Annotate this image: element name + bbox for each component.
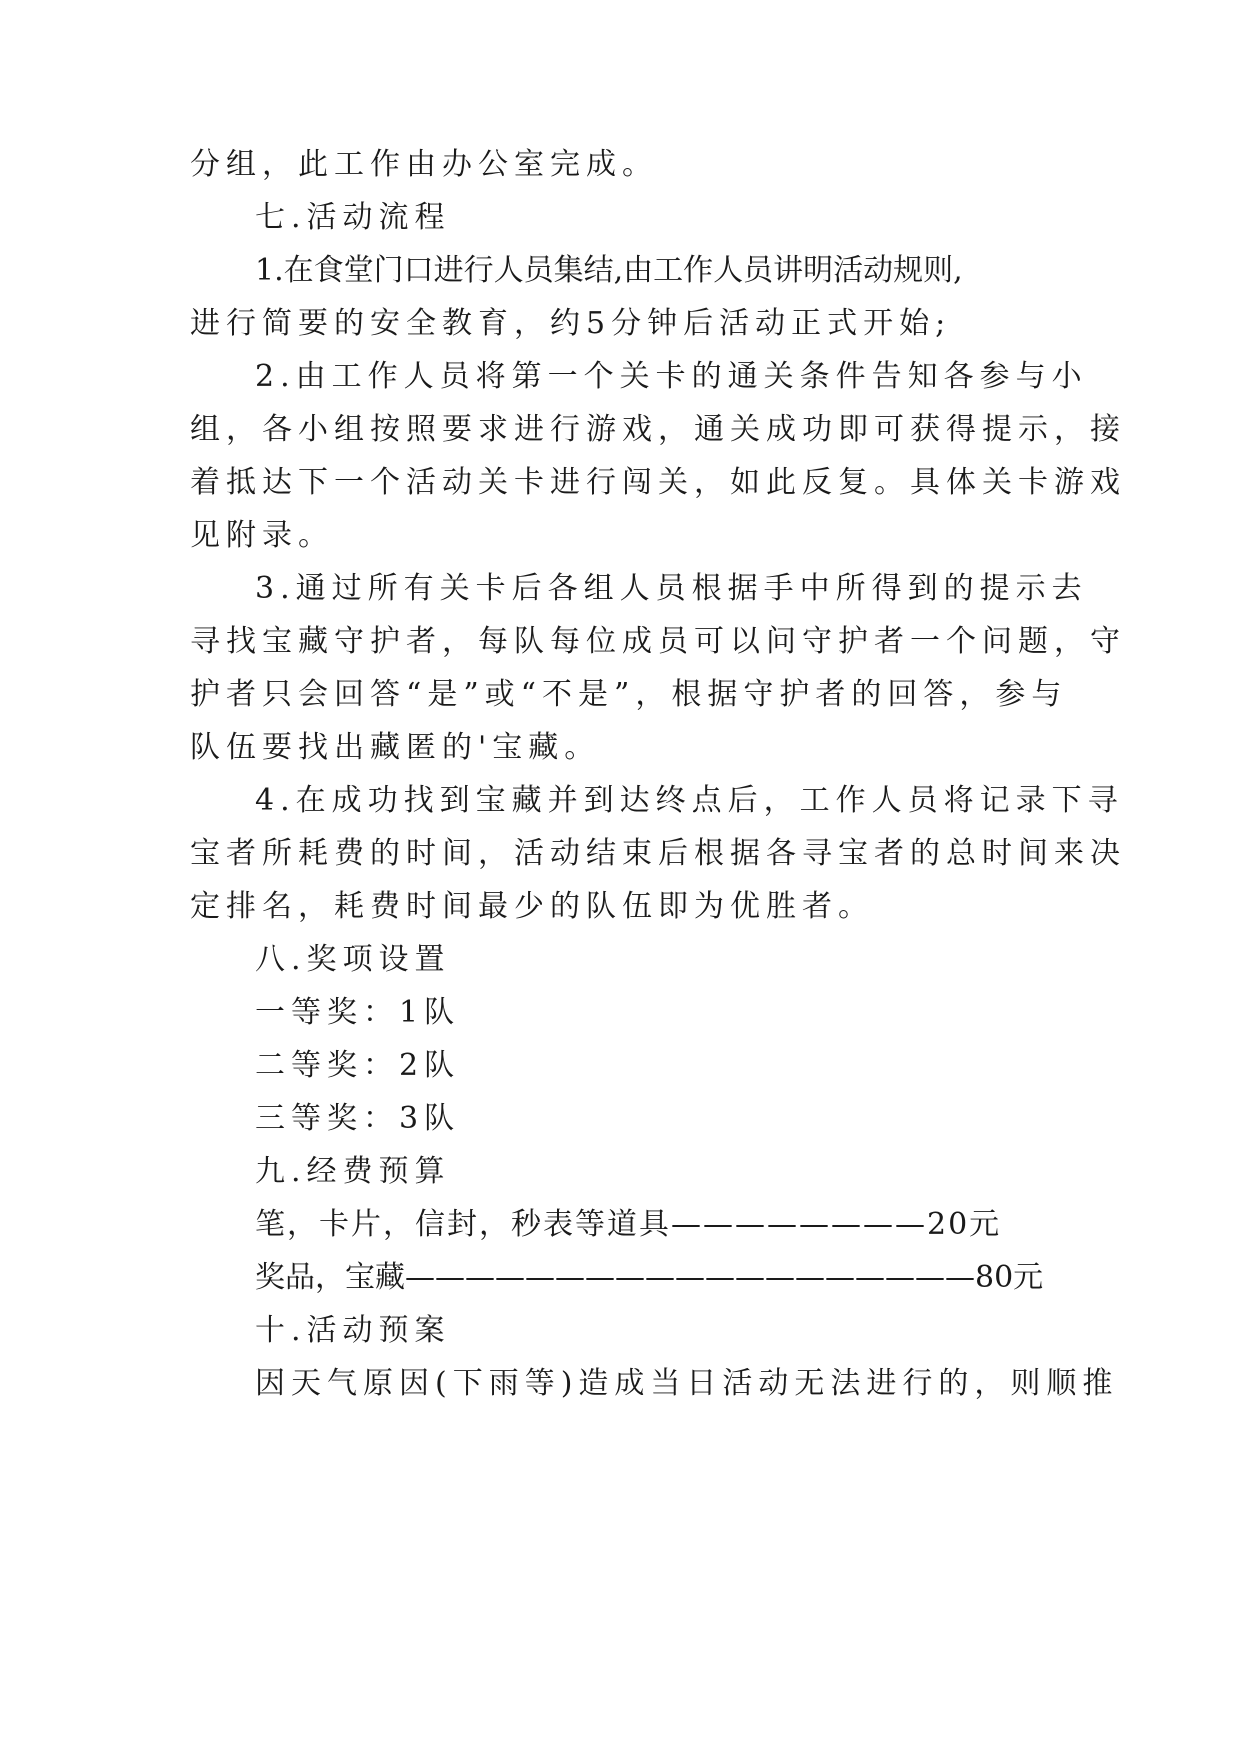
award-item: 三等奖：3队 bbox=[255, 1101, 461, 1136]
paragraph-line: 见附录。 bbox=[190, 518, 334, 553]
budget-item: 笔，卡片，信封，秒表等道具————————20元 bbox=[255, 1207, 1002, 1242]
award-item: 二等奖：2队 bbox=[255, 1048, 461, 1083]
paragraph-line: 进行简要的安全教育，约5分钟后活动正式开始; bbox=[190, 306, 952, 341]
paragraph-line: 3.通过所有关卡后各组人员根据手中所得到的提示去 bbox=[255, 571, 1088, 606]
paragraph-line: 1.在食堂门口进行人员集结,由工作人员讲明活动规则, bbox=[255, 253, 963, 288]
paragraph-line: 护者只会回答“是”或“不是”，根据守护者的回答，参与 bbox=[190, 677, 1068, 712]
section-heading: 八.奖项设置 bbox=[255, 942, 451, 977]
paragraph-line: 4.在成功找到宝藏并到达终点后，工作人员将记录下寻 bbox=[255, 783, 1124, 818]
paragraph-line: 因天气原因(下雨等)造成当日活动无法进行的，则顺推 bbox=[255, 1366, 1119, 1401]
paragraph-line: 队伍要找出藏匿的'宝藏。 bbox=[190, 730, 601, 765]
paragraph-line: 宝者所耗费的时间，活动结束后根据各寻宝者的总时间来决 bbox=[190, 836, 1126, 871]
section-heading: 九.经费预算 bbox=[255, 1154, 451, 1189]
paragraph-line: 着抵达下一个活动关卡进行闯关，如此反复。具体关卡游戏 bbox=[190, 465, 1126, 500]
award-item: 一等奖：1队 bbox=[255, 995, 461, 1030]
paragraph-line: 2.由工作人员将第一个关卡的通关条件告知各参与小 bbox=[255, 359, 1088, 394]
paragraph-line: 定排名，耗费时间最少的队伍即为优胜者。 bbox=[190, 889, 874, 924]
paragraph-line: 寻找宝藏守护者，每队每位成员可以问守护者一个问题，守 bbox=[190, 624, 1126, 659]
paragraph-line: 分组，此工作由办公室完成。 bbox=[190, 147, 658, 182]
section-heading: 七.活动流程 bbox=[255, 200, 451, 235]
budget-item: 奖品，宝藏———————————————————80元 bbox=[255, 1260, 1044, 1295]
paragraph-line: 组，各小组按照要求进行游戏，通关成功即可获得提示，接 bbox=[190, 412, 1126, 447]
section-heading: 十.活动预案 bbox=[255, 1313, 451, 1348]
